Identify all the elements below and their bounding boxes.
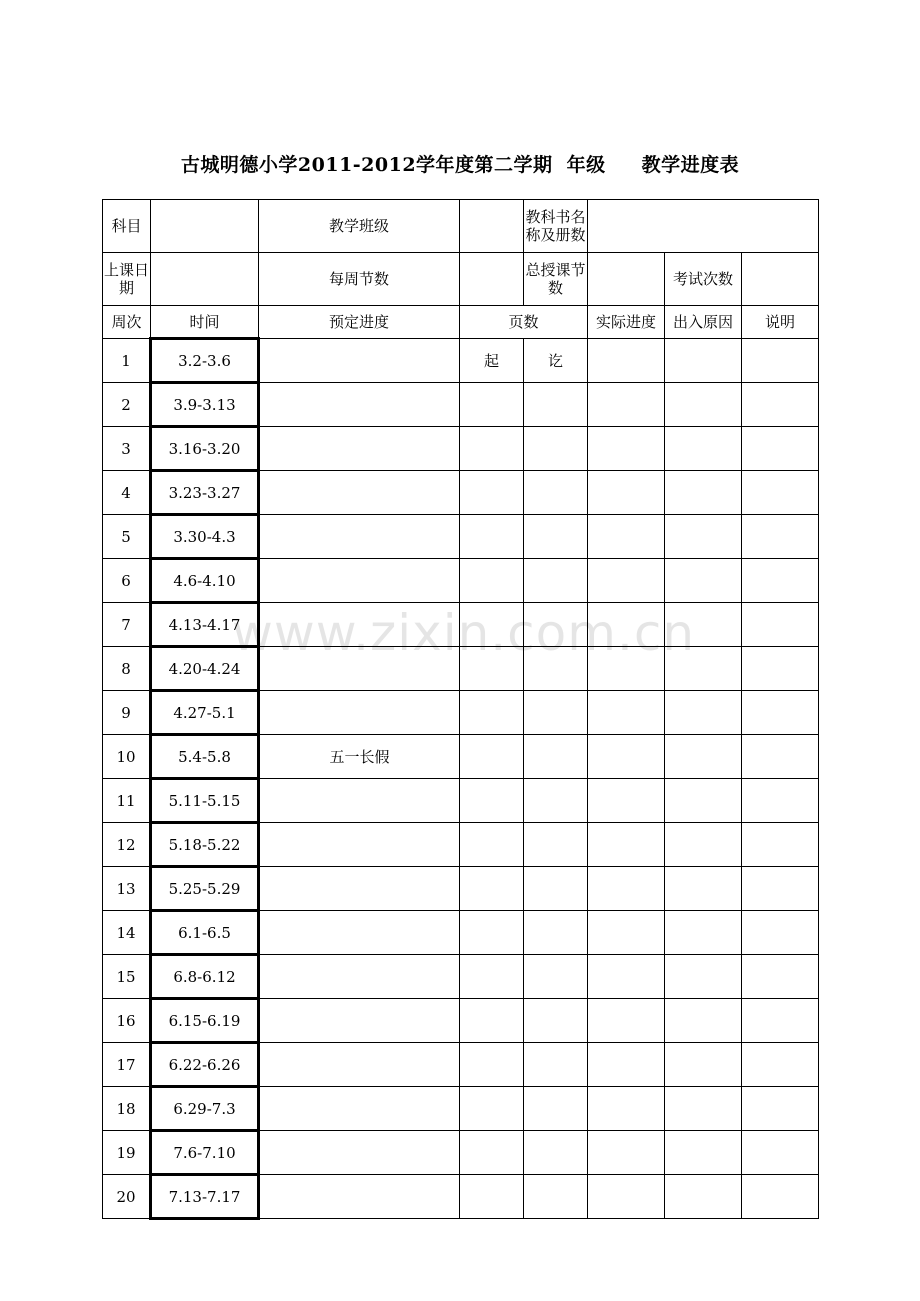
actual-cell[interactable] [588,691,665,735]
plan-col-header: 预定进度 [259,306,460,339]
actual-cell[interactable] [588,779,665,823]
actual-cell[interactable] [588,1131,665,1175]
time-cell: 4.6-4.10 [151,559,259,603]
schedule-table [102,199,819,1220]
pages-end-cell[interactable] [524,911,588,955]
actual-cell[interactable] [588,515,665,559]
pages-end-cell[interactable] [524,867,588,911]
pages-end-cell[interactable] [524,999,588,1043]
note-col-header: 说明 [742,306,819,339]
header-row-subject [103,200,819,253]
time-col-header: 时间 [151,306,259,339]
pages-end-cell[interactable] [524,383,588,427]
page-title [102,150,818,177]
table-row [103,515,819,559]
actual-cell[interactable] [588,823,665,867]
actual-cell[interactable] [588,427,665,471]
note-cell[interactable] [742,999,819,1043]
note-cell[interactable] [742,515,819,559]
date-label: 上课日期 [103,253,151,306]
diff-cell[interactable] [665,823,742,867]
plan-cell[interactable] [259,1131,460,1175]
plan-cell[interactable] [259,559,460,603]
note-cell[interactable] [742,911,819,955]
time-cell: 6.22-6.26 [151,1043,259,1087]
diff-cell[interactable] [665,559,742,603]
note-cell[interactable] [742,383,819,427]
title-school-term: 古城明德小学2011-2012学年度第二学期 [180,154,553,176]
table-row [103,1087,819,1131]
time-cell: 3.2-3.6 [151,339,259,383]
note-cell[interactable] [742,1087,819,1131]
week-cell: 16 [103,999,151,1043]
note-cell[interactable] [742,779,819,823]
pages-start-cell[interactable] [460,1043,524,1087]
time-cell: 7.13-7.17 [151,1175,259,1219]
pages-start-cell[interactable] [460,515,524,559]
pages-end-cell[interactable] [524,779,588,823]
note-cell[interactable] [742,427,819,471]
plan-cell[interactable] [259,955,460,999]
note-cell[interactable] [742,559,819,603]
pages-start-cell[interactable] [460,779,524,823]
actual-cell[interactable] [588,559,665,603]
pages-start-cell[interactable] [460,383,524,427]
table-row [103,911,819,955]
plan-cell[interactable] [259,383,460,427]
pages-start-cell[interactable] [460,647,524,691]
pages-end-cell[interactable] [524,471,588,515]
note-cell[interactable] [742,603,819,647]
pages-start-cell[interactable] [460,691,524,735]
pages-end-cell[interactable] [524,1175,588,1219]
diff-cell[interactable] [665,1043,742,1087]
table-row [103,1175,819,1219]
diff-cell[interactable] [665,1175,742,1219]
table-row [103,1131,819,1175]
time-cell: 5.4-5.8 [151,735,259,779]
pages-end-cell[interactable] [524,735,588,779]
pages-end-cell[interactable] [524,691,588,735]
time-cell: 6.15-6.19 [151,999,259,1043]
diff-cell[interactable] [665,955,742,999]
textbook-value-cell[interactable] [588,200,819,253]
pages-start-cell[interactable] [460,1131,524,1175]
table-row [103,427,819,471]
table-row [103,735,819,779]
time-cell: 6.8-6.12 [151,955,259,999]
time-cell: 6.29-7.3 [151,1087,259,1131]
title-schedule: 教学进度表 [641,154,740,176]
plan-cell[interactable] [259,1087,460,1131]
plan-cell[interactable] [259,471,460,515]
week-cell: 9 [103,691,151,735]
pages-end-cell[interactable] [524,603,588,647]
time-cell: 3.23-3.27 [151,471,259,515]
actual-cell[interactable] [588,867,665,911]
class-label: 教学班级 [259,200,460,253]
time-cell: 4.13-4.17 [151,603,259,647]
pages-end-cell[interactable] [524,1087,588,1131]
pages-start-cell[interactable] [460,955,524,999]
pages-end-cell[interactable] [524,559,588,603]
table-row [103,383,819,427]
time-cell: 3.30-4.3 [151,515,259,559]
pages-end-cell[interactable] [524,427,588,471]
note-cell[interactable] [742,867,819,911]
time-cell: 3.16-3.20 [151,427,259,471]
plan-cell[interactable]: 五一长假 [259,735,460,779]
note-cell[interactable] [742,471,819,515]
note-cell[interactable] [742,1175,819,1219]
header-row-date [103,253,819,306]
table-row [103,691,819,735]
note-cell[interactable] [742,691,819,735]
week-cell: 7 [103,603,151,647]
plan-cell[interactable] [259,515,460,559]
week-cell: 3 [103,427,151,471]
note-cell[interactable] [742,647,819,691]
diff-cell[interactable] [665,647,742,691]
time-cell: 4.27-5.1 [151,691,259,735]
actual-cell[interactable] [588,471,665,515]
note-cell[interactable] [742,735,819,779]
total-label: 总授课节数 [524,253,588,306]
pages-start-cell[interactable] [460,823,524,867]
time-cell: 5.18-5.22 [151,823,259,867]
plan-cell[interactable] [259,911,460,955]
actual-cell[interactable] [588,911,665,955]
table-row [103,823,819,867]
actual-cell[interactable] [588,603,665,647]
note-cell[interactable] [742,1131,819,1175]
week-cell: 13 [103,867,151,911]
diff-cell[interactable] [665,867,742,911]
diff-cell[interactable] [665,1087,742,1131]
diff-cell[interactable] [665,339,742,383]
actual-cell[interactable] [588,1043,665,1087]
diff-cell[interactable] [665,471,742,515]
time-cell: 4.20-4.24 [151,647,259,691]
table-row [103,999,819,1043]
week-cell: 1 [103,339,151,383]
diff-cell[interactable] [665,515,742,559]
pages-end-cell[interactable] [524,647,588,691]
pages-start-cell[interactable] [460,911,524,955]
diff-cell[interactable] [665,427,742,471]
note-cell[interactable] [742,823,819,867]
table-row [103,1043,819,1087]
plan-cell[interactable] [259,999,460,1043]
table-row [103,603,819,647]
table-row [103,471,819,515]
week-cell: 8 [103,647,151,691]
plan-cell[interactable] [259,647,460,691]
total-value-cell[interactable] [588,253,665,306]
week-cell: 5 [103,515,151,559]
pages-start-cell[interactable] [460,559,524,603]
textbook-label: 教科书名称及册数 [524,200,588,253]
pages-col-header: 页数 [460,306,588,339]
weekly-label: 每周节数 [259,253,460,306]
week-cell: 6 [103,559,151,603]
pages-start-cell[interactable] [460,1087,524,1131]
table-row [103,955,819,999]
diff-cell[interactable] [665,1131,742,1175]
pages-start-cell[interactable] [460,471,524,515]
week-cell: 18 [103,1087,151,1131]
plan-cell[interactable] [259,1175,460,1219]
actual-cell[interactable] [588,339,665,383]
plan-cell[interactable] [259,867,460,911]
pages-start-cell[interactable] [460,1175,524,1219]
pages-end-cell[interactable] [524,823,588,867]
table-row [103,339,819,383]
diff-cell[interactable] [665,691,742,735]
week-cell: 4 [103,471,151,515]
watermark: www.zixin.com.cn [232,604,696,662]
diff-cell[interactable] [665,779,742,823]
pages-start-cell[interactable] [460,603,524,647]
week-cell: 11 [103,779,151,823]
plan-cell[interactable] [259,1043,460,1087]
actual-cell[interactable] [588,1175,665,1219]
exam-value-cell[interactable] [742,253,819,306]
pages-end-cell[interactable] [524,1131,588,1175]
week-cell: 12 [103,823,151,867]
note-cell[interactable] [742,955,819,999]
plan-cell[interactable] [259,823,460,867]
time-cell: 5.25-5.29 [151,867,259,911]
pages-start-cell[interactable] [460,735,524,779]
diff-cell[interactable] [665,735,742,779]
actual-cell[interactable] [588,383,665,427]
diff-cell[interactable] [665,999,742,1043]
subject-label: 科目 [103,200,151,253]
time-cell: 3.9-3.13 [151,383,259,427]
actual-cell[interactable] [588,1087,665,1131]
pages-start-cell[interactable] [460,867,524,911]
pages-start-cell[interactable] [460,427,524,471]
week-cell: 17 [103,1043,151,1087]
weekly-value-cell[interactable] [460,253,524,306]
week-cell: 14 [103,911,151,955]
time-cell: 6.1-6.5 [151,911,259,955]
diff-cell[interactable] [665,603,742,647]
pages-start-cell[interactable]: 起 [460,339,524,383]
plan-cell[interactable] [259,427,460,471]
diff-cell[interactable] [665,383,742,427]
week-cell: 2 [103,383,151,427]
week-cell: 15 [103,955,151,999]
column-header-row [103,306,819,339]
plan-cell[interactable] [259,339,460,383]
table-row [103,559,819,603]
plan-cell[interactable] [259,691,460,735]
table-row [103,779,819,823]
note-cell[interactable] [742,339,819,383]
subject-value-cell[interactable] [151,200,259,253]
note-cell[interactable] [742,1043,819,1087]
table-row [103,647,819,691]
date-value-cell[interactable] [151,253,259,306]
actual-cell[interactable] [588,999,665,1043]
week-cell: 19 [103,1131,151,1175]
pages-end-cell[interactable] [524,1043,588,1087]
actual-cell[interactable] [588,955,665,999]
time-cell: 7.6-7.10 [151,1131,259,1175]
week-col-header: 周次 [103,306,151,339]
time-cell: 5.11-5.15 [151,779,259,823]
pages-end-cell[interactable] [524,515,588,559]
class-value-cell[interactable] [460,200,524,253]
actual-cell[interactable] [588,647,665,691]
title-grade: 年级 [566,154,606,176]
diff-cell[interactable] [665,911,742,955]
exam-label: 考试次数 [665,253,742,306]
pages-start-cell[interactable] [460,999,524,1043]
pages-end-cell[interactable]: 讫 [524,339,588,383]
actual-cell[interactable] [588,735,665,779]
table-row [103,867,819,911]
actual-col-header: 实际进度 [588,306,665,339]
pages-end-cell[interactable] [524,955,588,999]
diff-col-header: 出入原因 [665,306,742,339]
week-cell: 20 [103,1175,151,1219]
week-cell: 10 [103,735,151,779]
plan-cell[interactable] [259,603,460,647]
plan-cell[interactable] [259,779,460,823]
